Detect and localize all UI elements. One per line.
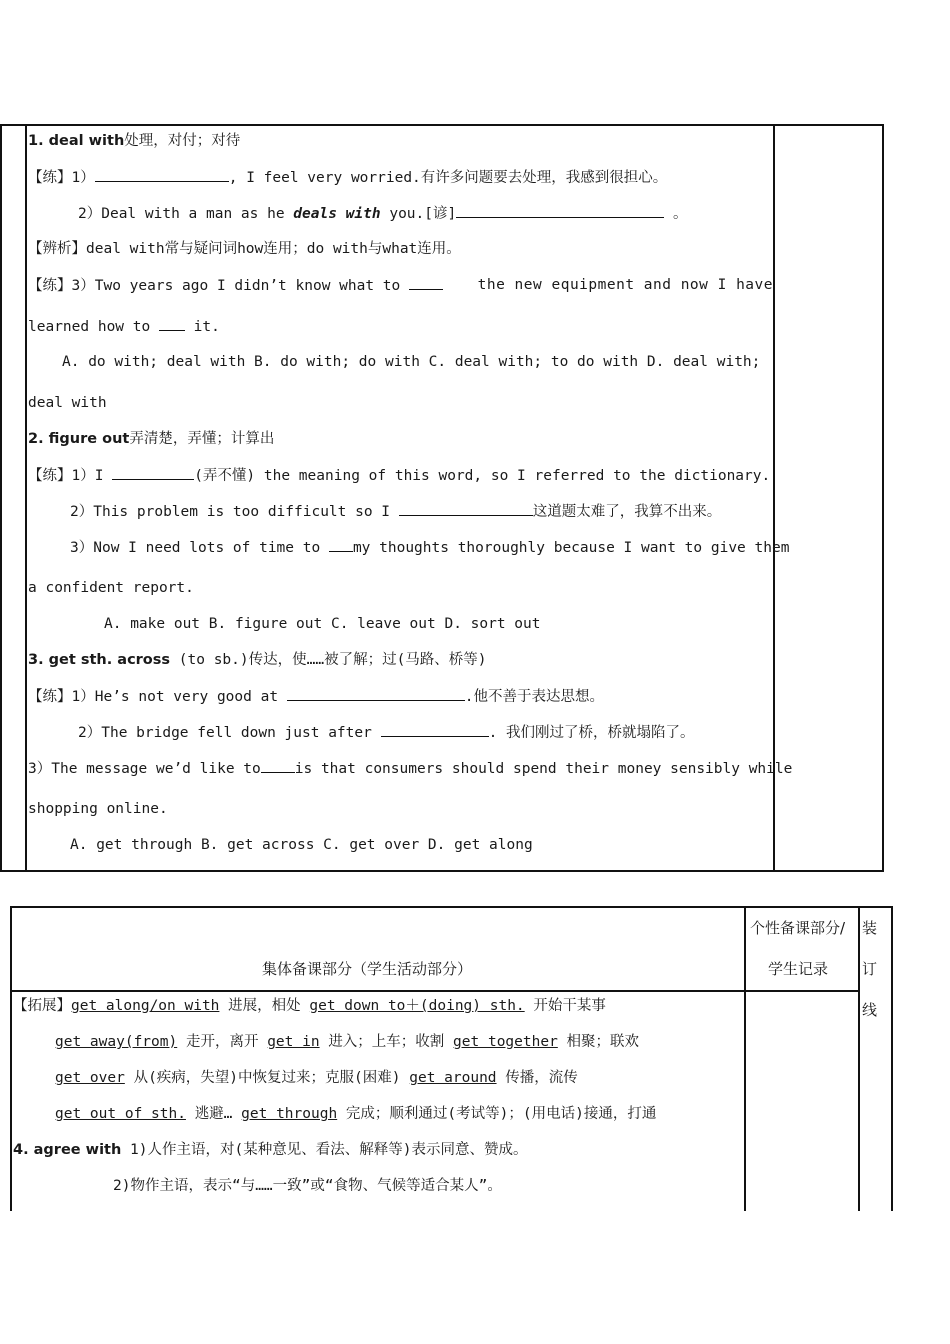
figure-options: A. make out B. figure out C. leave out D. sort out [104,616,541,632]
upper-table-left-divider [25,124,27,872]
deal-exercise-1: 【练】1） , I feel very worried.有许多问题要去处理，我感到很担心。 [28,167,667,188]
get-exercise-3-cont: shopping online. [28,801,168,817]
item1-heading [28,131,240,151]
deal-options-cont: deal with [28,395,107,411]
item3-title: 3. get sth. across [28,652,171,668]
answer-blank[interactable] [329,537,353,552]
expand-row-3: get over 从(疾病，失望)中恢复过来；克服(困难) get around 传播，流传 [55,1070,578,1086]
lower-table-left-border [10,906,12,1211]
get-options: A. get through B. get across C. get over D. get along [70,837,533,853]
answer-blank[interactable] [159,316,185,331]
item1-title: 1. deal with [28,133,125,149]
answer-blank[interactable] [95,167,229,182]
lower-table-main-divider [744,906,746,1211]
get-exercise-2: 2）The bridge fell down just after . 我们刚过了桥，桥就塌陷了。 [78,722,695,743]
get-exercise-3: 3）The message we’d like to is that consumers should spend their money sensibly while [28,758,792,779]
item4-title: 4. agree with [13,1142,122,1158]
expand-row-4: get out of sth. 逃避… get through 完成；顺利通过(考试等)；(用电话)接通，打通 [55,1106,657,1122]
get-exercise-1: 【练】1）He’s not very good at .他不善于表达思想。 [28,686,604,707]
answer-blank[interactable] [399,501,533,516]
item3-heading [28,650,487,670]
collective-prep-header: 集体备课部分（学生活动部分） [262,960,473,978]
figure-exercise-1: 【练】1）I (弄不懂) the meaning of this word, so I referred to the dictionary. [28,465,770,486]
answer-blank[interactable] [287,686,465,701]
personal-prep-header-line1: 个性备课部分/ [750,919,846,937]
item4-meaning-1: 1)人作主语，对(某种意见、看法、解释等)表示同意、赞成。 [121,1142,528,1158]
deal-options: A. do with; deal with B. do with; do with C. deal with; to do with D. deal with; [62,354,761,370]
item4-heading [13,1140,527,1160]
item2-title: 2. figure out [28,431,130,447]
lower-table-side-divider [858,906,860,1211]
item4-meaning-2: 2)物作主语，表示“与……一致”或“食物、气候等适合某人”。 [113,1178,502,1194]
answer-blank[interactable] [112,465,194,480]
item2-meaning: 弄清楚，弄懂；计算出 [129,431,275,447]
expand-row-2: get away(from) 走开，离开 get in 进入；上车；收割 get together 相聚；联欢 [55,1034,640,1050]
binding-char-3: 线 [862,1001,878,1019]
answer-blank[interactable] [381,722,489,737]
deal-exercise-2: 2）Deal with a man as he deals with you.[谚] 。 [78,203,687,224]
item1-meaning: 处理，对付；对待 [124,133,241,149]
personal-prep-header-line2: 学生记录 [768,960,829,978]
lower-table-right-border [891,906,893,1211]
item2-heading [28,429,274,449]
binding-char-2: 订 [862,960,878,978]
deal-exercise-3-cont: learned how to it. [28,316,220,337]
binding-char-1: 装 [862,919,878,937]
answer-blank[interactable] [261,758,295,773]
figure-exercise-2: 2）This problem is too difficult so I 这道题太难了，我算不出来。 [70,501,721,522]
figure-exercise-3-cont: a confident report. [28,580,194,596]
lower-table-top-border [10,906,893,908]
item3-meaning: (to sb.)传达，使……被了解；过(马路、桥等) [170,652,487,668]
answer-blank[interactable] [409,275,443,290]
answer-blank[interactable] [456,203,664,218]
expand-row-1: 【拓展】get along/on with 进展，相处 get down to＋(doing) sth. 开始干某事 [13,998,606,1014]
lower-table-header-divider [10,990,860,992]
deal-analysis: 【辨析】deal with常与疑问词how连用；do with与what连用。 [28,241,461,257]
deal-exercise-3: 【练】3）Two years ago I didn’t know what to the new equipment and now I have [28,277,773,294]
figure-exercise-3: 3）Now I need lots of time to my thoughts thoroughly because I want to give them [70,537,789,558]
